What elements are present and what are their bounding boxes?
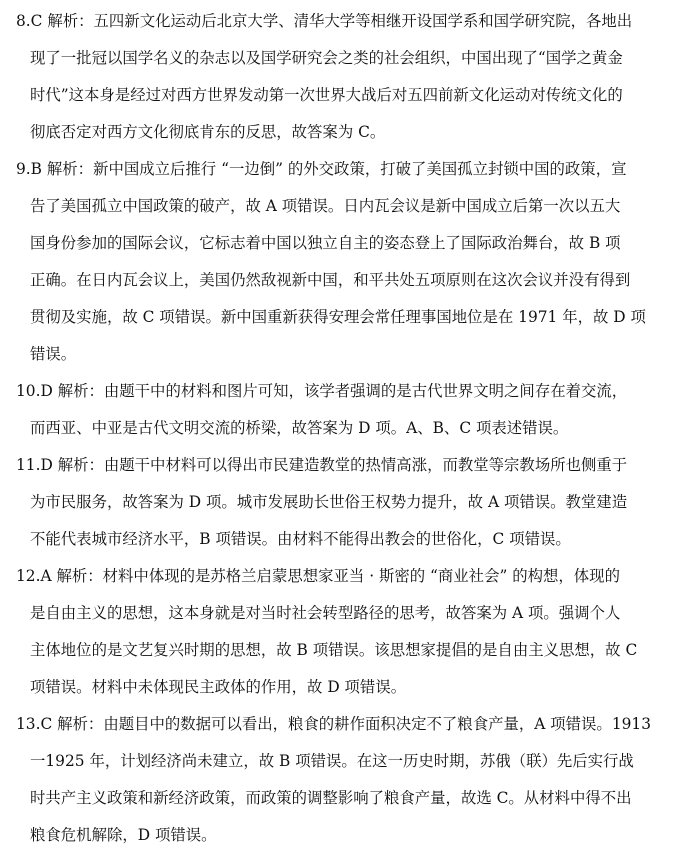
answer-text-line: 项错误。材料中未体现民主政体的作用，故 D 项错误。 xyxy=(30,678,407,696)
answer-text-line: 是自由主义的思想，这本身就是对当时社会转型路径的思考，故答案为 A 项。强调个人 xyxy=(30,604,621,622)
answer-heading-line: 8.C 解析：五四新文化运动后北京大学、清华大学等相继开设国学系和国学研究院，各地出 xyxy=(16,12,633,30)
answer-text-line: 时共产主义政策和新经济政策，而政策的调整影响了粮食产量，故选 C。从材料中得不出 xyxy=(30,789,632,807)
answer-item-12 xyxy=(16,558,684,706)
answer-item-11 xyxy=(16,447,684,558)
answer-text-line: 告了美国孤立中国政策的破产，故 A 项错误。日内瓦会议是新中国成立后第一次以五大 xyxy=(30,197,621,215)
answer-text-line: 为市民服务，故答案为 D 项。城市发展助长世俗王权势力提升，故 A 项错误。教堂建造 xyxy=(30,493,628,511)
answer-text-line: 错误。 xyxy=(30,345,77,363)
answer-item-9 xyxy=(16,151,684,373)
answer-heading-line: 9.B 解析：新中国成立后推行 “一边倒” 的外交政策，打破了美国孤立封锁中国的政策，宣 xyxy=(16,160,627,178)
answer-item-13 xyxy=(16,706,684,854)
answer-text-line: 不能代表城市经济水平，B 项错误。由材料不能得出教会的世俗化，C 项错误。 xyxy=(30,530,571,548)
answer-text-line: 现了一批冠以国学名义的杂志以及国学研究会之类的社会组织，中国出现了“国学之黄金 xyxy=(30,49,623,67)
answer-text-line: 粮食危机解除，D 项错误。 xyxy=(30,826,217,844)
answer-heading-line: 12.A 解析：材料中体现的是苏格兰启蒙思想家亚当 · 斯密的 “商业社会” 的构想，体现的 xyxy=(16,567,620,585)
answer-item-10 xyxy=(16,373,684,447)
answer-heading-line: 11.D 解析：由题干中材料可以得出市民建造教堂的热情高涨，而教堂等宗教场所也侧重于 xyxy=(16,456,628,474)
answer-text-line: 时代”这本身是经过对西方世界发动第一次世界大战后对五四前新文化运动对传统文化的 xyxy=(30,86,623,104)
answer-heading-line: 10.D 解析：由题干中的材料和图片可知，该学者强调的是古代世界文明之间存在着交流， xyxy=(16,382,628,400)
answer-item-8 xyxy=(16,3,684,151)
answer-text-line: 一1925 年，计划经济尚未建立，故 B 项错误。在这一历史时期，苏俄（联）先后实行战 xyxy=(30,752,634,770)
answer-text-line: 正确。在日内瓦会议上，美国仍然敌视新中国，和平共处五项原则在这次会议并没有得到 xyxy=(30,271,631,289)
answer-heading-line: 13.C 解析：由题目中的数据可以看出，粮食的耕作面积决定不了粮食产量，A 项错误。1913 xyxy=(16,715,651,733)
answer-text-line: 彻底否定对西方文化彻底肯东的反思，故答案为 C。 xyxy=(30,123,386,141)
answer-text-line: 国身份参加的国际会议，它标志着中国以独立自主的姿态登上了国际政治舞台，故 B 项 xyxy=(30,234,621,252)
answer-text-line: 而西亚、中亚是古代文明交流的桥梁，故答案为 D 项。A、B、C 项表述错误。 xyxy=(30,419,569,437)
answer-list xyxy=(16,3,684,854)
answer-text-line: 主体地位的是文艺复兴时期的思想，故 B 项错误。该思想家提倡的是自由主义思想，故 C xyxy=(30,641,638,659)
answer-text-line: 贯彻及实施，故 C 项错误。新中国重新获得安理会常任理事国地位是在 1971 年，故 D 项 xyxy=(30,308,646,326)
